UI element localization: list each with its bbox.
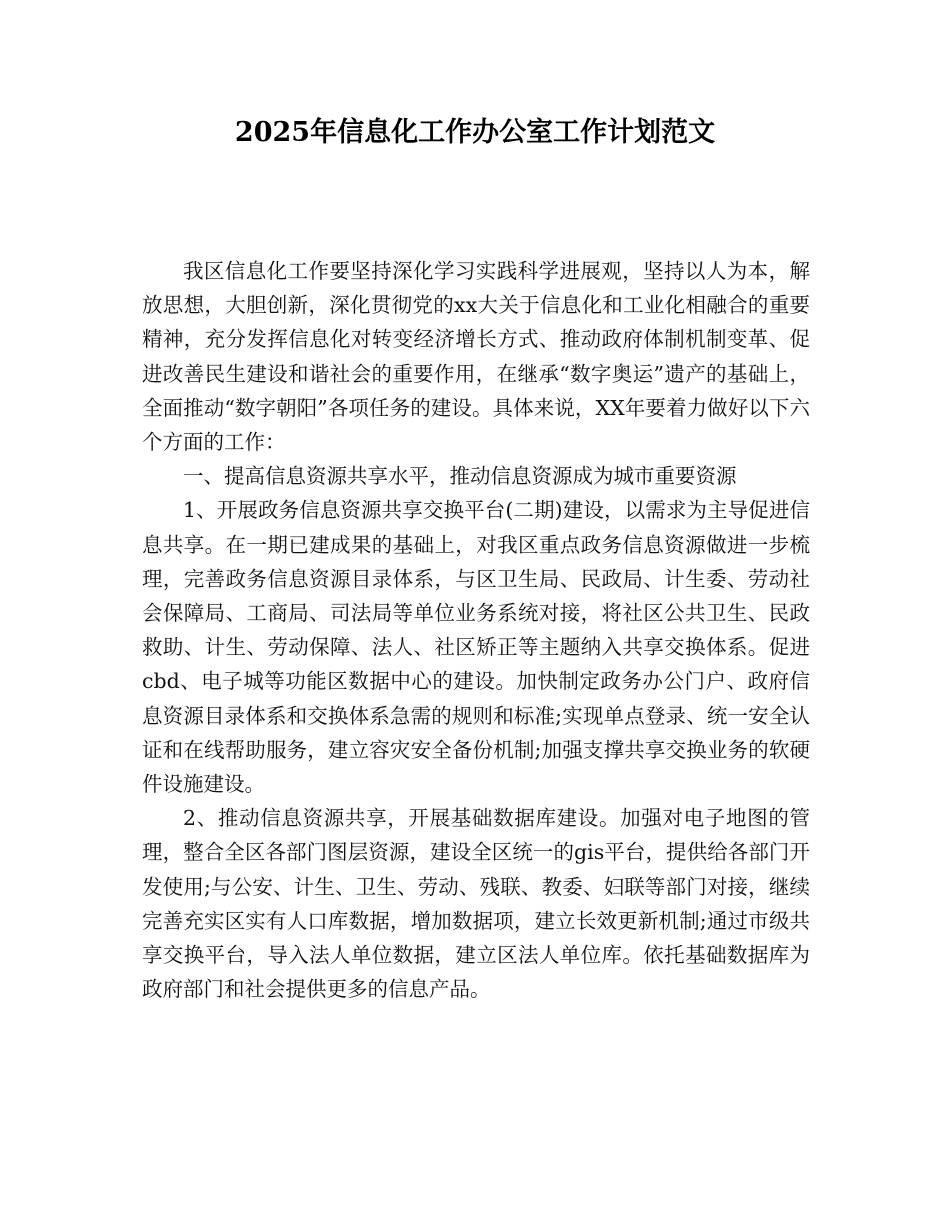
paragraph-item-1: 1、开展政务信息资源共享交换平台(二期)建设，以需求为主导促进信息共享。在一期已建成果的基础上，对我区重点政务信息资源做进一步梳理，完善政务信息资源目录体系，与区卫生局、民政局、计生委、劳动社会保障局、工商局、司法局等单位业务系统对接，将社区公共卫生、民政救助、计生、劳动保障、法人、社区矫正等主题纳入共享交换体系。促进cbd、电子城等功能区数据中心的建设。加快制定政务办公门户、政府信息资源目录体系和交换体系急需的规则和标准;实现单点登录、统一安全认证和在线帮助服务，建立容灾安全备份机制;加强支撑共享交换业务的软硬件设施建设。 (142, 498, 810, 797)
document-body (142, 254, 810, 1006)
section-heading-1: 一、提高信息资源共享水平，推动信息资源成为城市重要资源 (183, 464, 737, 489)
page-title: 2025年信息化工作办公室工作计划范文 (234, 117, 716, 148)
paragraph-intro: 我区信息化工作要坚持深化学习实践科学进展观，坚持以人为本，解放思想，大胆创新，深化贯彻党的xx大关于信息化和工业化相融合的重要精神，充分发挥信息化对转变经济增长方式、推动政府体制机制变革、促进改善民生建设和谐社会的重要作用，在继承“数字奥运”遗产的基础上，全面推动“数字朝阳”各项任务的建设。具体来说，XX年要着力做好以下六个方面的工作： (142, 259, 810, 455)
paragraph-item-2: 2、推动信息资源共享，开展基础数据库建设。加强对电子地图的管理，整合全区各部门图层资源，建设全区统一的gis平台，提供给各部门开发使用;与公安、计生、卫生、劳动、残联、教委、妇联等部门对接，继续完善充实区实有人口库数据，增加数据项，建立长效更新机制;通过市级共享交换平台，导入法人单位数据，建立区法人单位库。依托基础数据库为政府部门和社会提供更多的信息产品。 (142, 806, 810, 1002)
